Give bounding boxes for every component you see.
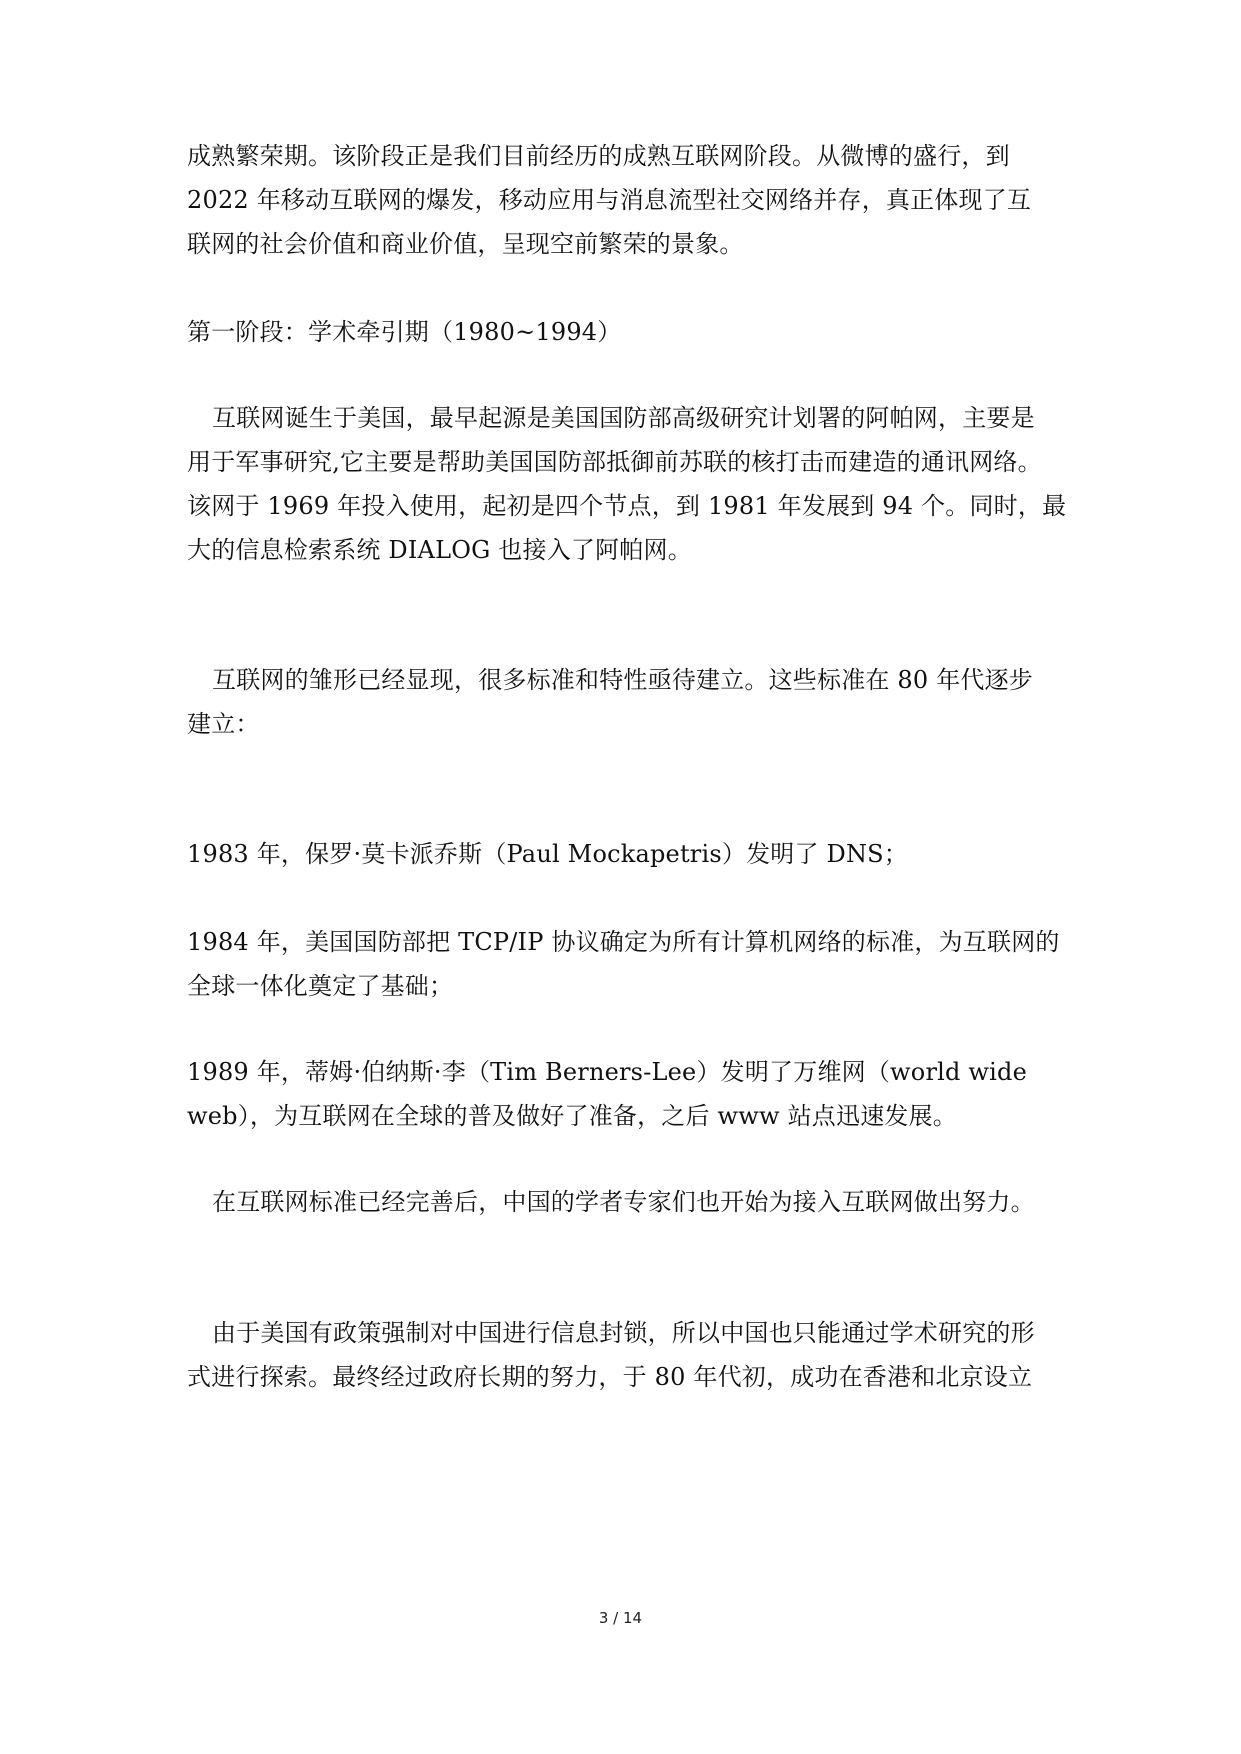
paragraph-line: 在互联网标准已经完善后，中国的学者专家们也开始为接入互联网做出努力。 (212, 1188, 1035, 1216)
paragraph-line: 互联网的雏形已经显现，很多标准和特性亟待建立。这些标准在 80 年代逐步 (212, 666, 1033, 694)
section-heading: 第一阶段：学术牵引期（1980~1994） (187, 318, 622, 346)
list-item: web），为互联网在全球的普及做好了准备，之后 www 站点迅速发展。 (187, 1102, 957, 1130)
list-item: 1989 年，蒂姆·伯纳斯·李（Tim Berners-Lee）发明了万维网（world wide (187, 1058, 1027, 1086)
paragraph-line: 式进行探索。最终经过政府长期的努力，于 80 年代初，成功在香港和北京设立 (187, 1363, 1033, 1391)
paragraph-line: 成熟繁荣期。该阶段正是我们目前经历的成熟互联网阶段。从微博的盛行，到 (187, 142, 1010, 170)
paragraph-line: 建立： (187, 710, 260, 738)
list-item: 全球一体化奠定了基础； (187, 972, 454, 1000)
list-item: 1983 年，保罗·莫卡派乔斯（Paul Mockapetris）发明了 DNS； (187, 840, 908, 868)
paragraph-line: 互联网诞生于美国，最早起源是美国国防部高级研究计划署的阿帕网，主要是 (212, 404, 1035, 432)
paragraph-line: 2022 年移动互联网的爆发，移动应用与消息流型社交网络并存，真正体现了互 (187, 186, 1032, 214)
paragraph-line: 用于军事研究,它主要是帮助美国国防部抵御前苏联的核打击而建造的通讯网络。 (187, 448, 1042, 476)
paragraph-line: 大的信息检索系统 DIALOG 也接入了阿帕网。 (187, 536, 692, 564)
paragraph-line: 该网于 1969 年投入使用，起初是四个节点，到 1981 年发展到 94 个。同时，最 (187, 492, 1067, 520)
list-item: 1984 年，美国国防部把 TCP/IP 协议确定为所有计算机网络的标准，为互联网的 (187, 928, 1060, 956)
page-number: 3 / 14 (598, 1609, 643, 1627)
paragraph-line: 由于美国有政策强制对中国进行信息封锁，所以中国也只能通过学术研究的形 (212, 1319, 1035, 1347)
paragraph-line: 联网的社会价值和商业价值，呈现空前繁荣的景象。 (187, 230, 744, 258)
